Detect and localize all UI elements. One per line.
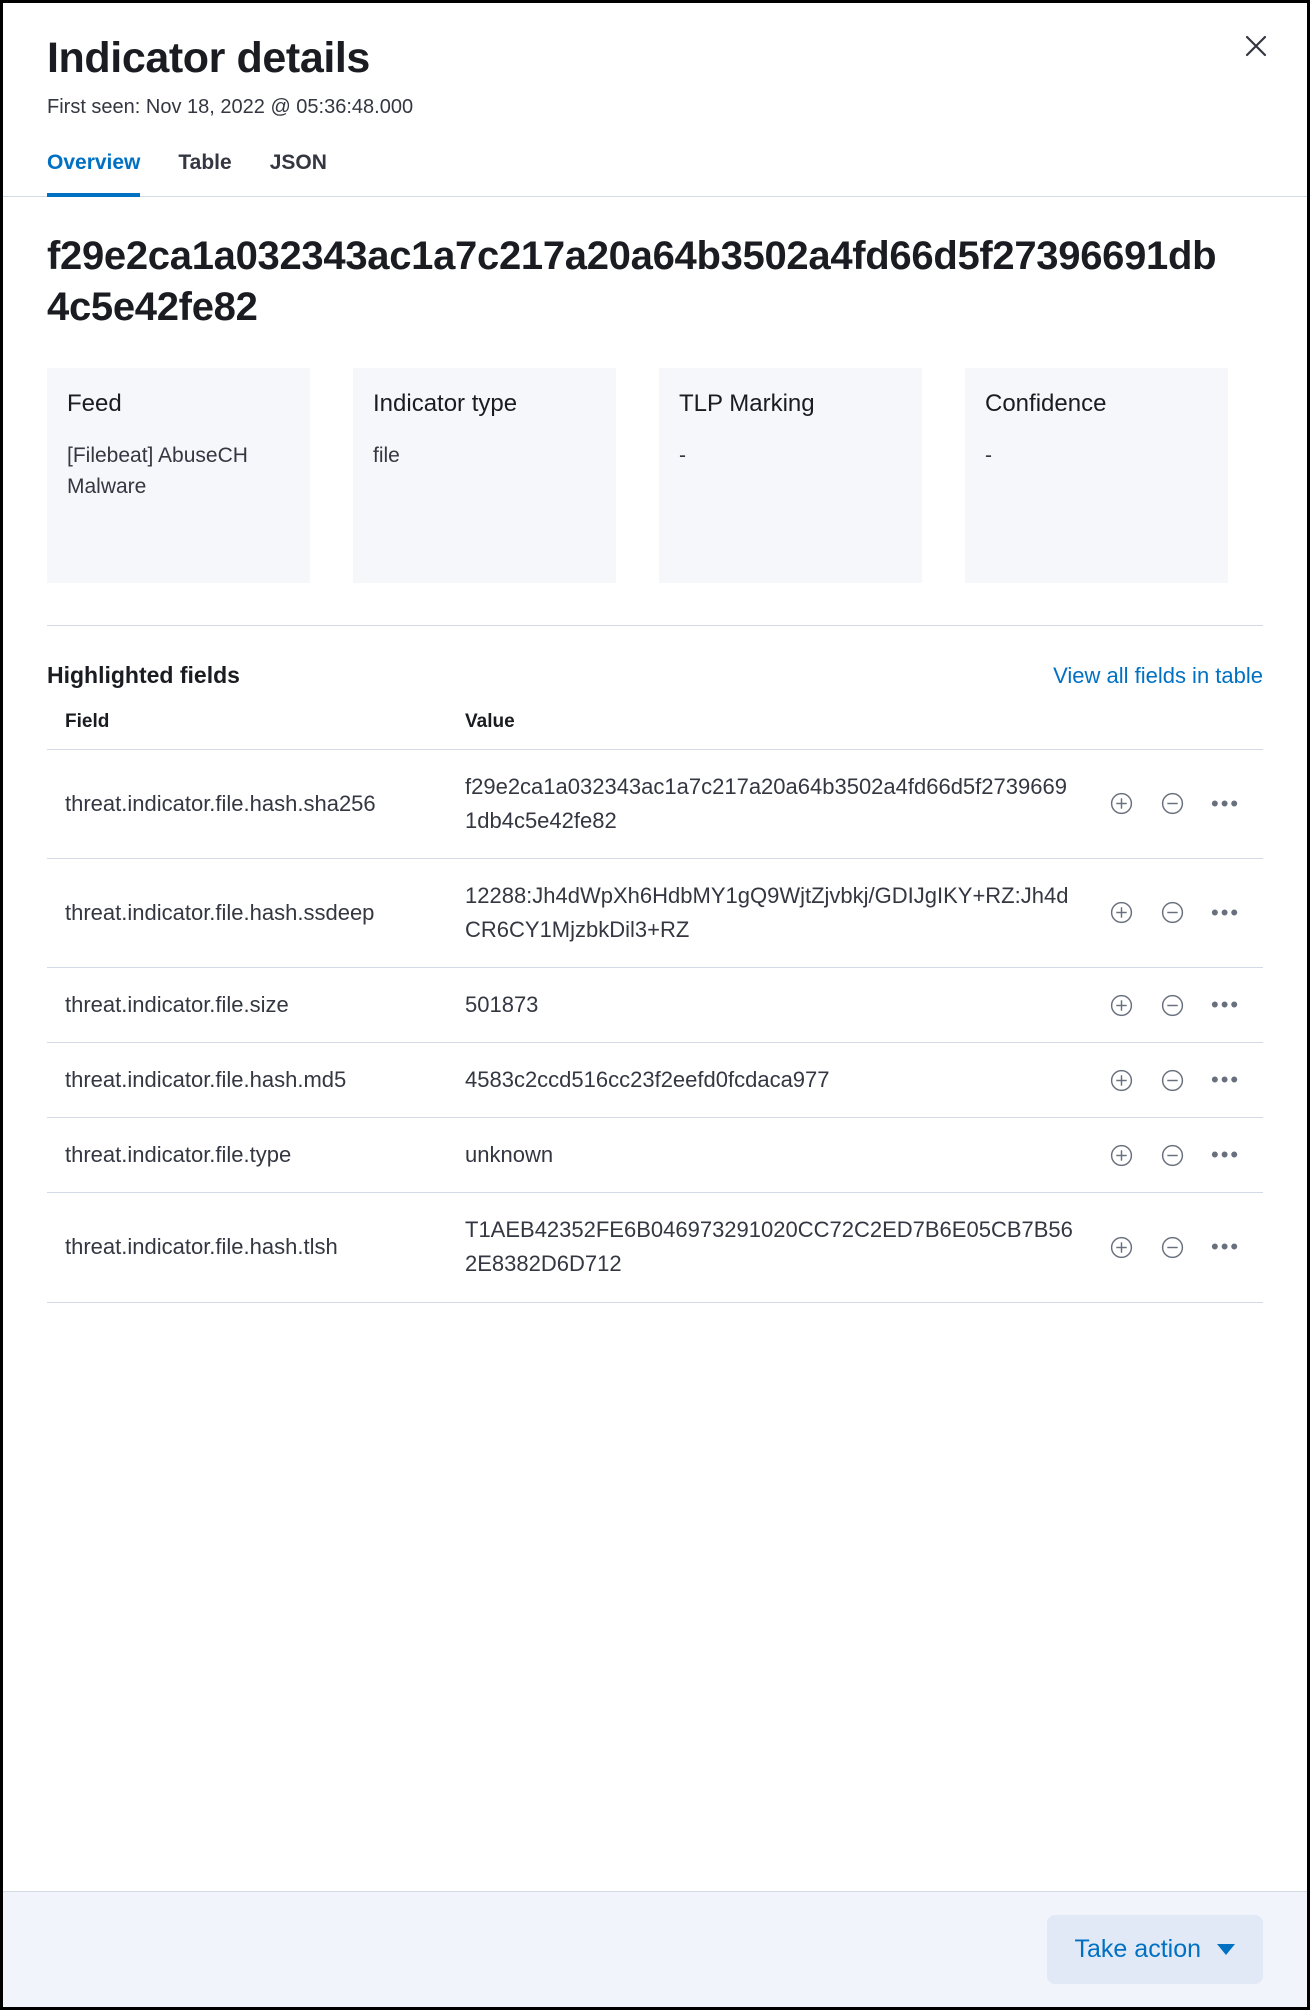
stat-value: file bbox=[373, 443, 400, 467]
tab-json[interactable]: JSON bbox=[270, 145, 327, 197]
filter-out-value-icon[interactable] bbox=[1160, 1235, 1185, 1260]
column-header-field: Field bbox=[47, 711, 447, 750]
table-row bbox=[47, 1043, 1263, 1118]
tab-overview[interactable]: Overview bbox=[47, 145, 140, 197]
stat-value: - bbox=[679, 443, 686, 467]
field-name: threat.indicator.file.hash.sha256 bbox=[47, 749, 447, 858]
filter-out-value-icon[interactable] bbox=[1160, 791, 1185, 816]
table-header-row bbox=[47, 711, 1263, 750]
close-icon[interactable] bbox=[1235, 25, 1277, 67]
field-value: 12288:Jh4dWpXh6HdbMY1gQ9WjtZjvbkj/GDIJgIKY+RZ:Jh4dCR6CY1MjzbkDil3+RZ bbox=[447, 858, 1073, 967]
chevron-down-icon bbox=[1217, 1944, 1235, 1955]
table-row bbox=[47, 968, 1263, 1043]
highlighted-fields-table bbox=[47, 711, 1263, 1303]
more-actions-icon[interactable]: ••• bbox=[1211, 1067, 1241, 1093]
column-header-actions bbox=[1073, 711, 1263, 750]
filter-out-value-icon[interactable] bbox=[1160, 1068, 1185, 1093]
row-actions bbox=[1073, 1043, 1263, 1118]
row-actions bbox=[1073, 858, 1263, 967]
filter-for-value-icon[interactable] bbox=[1109, 791, 1134, 816]
stat-value: [Filebeat] AbuseCH Malware bbox=[67, 443, 248, 499]
field-name: threat.indicator.file.hash.tlsh bbox=[47, 1193, 447, 1302]
filter-out-value-icon[interactable] bbox=[1160, 1143, 1185, 1168]
field-value: T1AEB42352FE6B046973291020CC72C2ED7B6E05CB7B562E8382D6D712 bbox=[447, 1193, 1073, 1302]
table-row bbox=[47, 858, 1263, 967]
view-all-fields-link[interactable]: View all fields in table bbox=[1053, 662, 1263, 688]
column-header-value: Value bbox=[447, 711, 1073, 750]
filter-for-value-icon[interactable] bbox=[1109, 1235, 1134, 1260]
stat-card-indicator-type bbox=[353, 368, 616, 583]
stat-value: - bbox=[985, 443, 992, 467]
stat-label: Indicator type bbox=[373, 389, 518, 417]
stat-label: Confidence bbox=[985, 389, 1107, 417]
filter-for-value-icon[interactable] bbox=[1109, 1068, 1134, 1093]
field-value: 4583c2ccd516cc23f2eefd0fcdaca977 bbox=[447, 1043, 1073, 1118]
stat-label: TLP Marking bbox=[679, 389, 815, 417]
more-actions-icon[interactable]: ••• bbox=[1211, 790, 1241, 816]
stat-label: Feed bbox=[67, 389, 122, 417]
page-title: Indicator details bbox=[47, 34, 370, 82]
row-actions bbox=[1073, 1193, 1263, 1302]
highlighted-fields-header bbox=[47, 626, 1263, 711]
highlighted-fields-title: Highlighted fields bbox=[47, 661, 240, 688]
field-name: threat.indicator.file.type bbox=[47, 1118, 447, 1193]
table-row bbox=[47, 749, 1263, 858]
row-actions bbox=[1073, 749, 1263, 858]
take-action-label: Take action bbox=[1074, 1935, 1201, 1963]
field-value: 501873 bbox=[447, 968, 1073, 1043]
table-row bbox=[47, 1118, 1263, 1193]
row-actions bbox=[1073, 968, 1263, 1043]
take-action-button[interactable] bbox=[1047, 1915, 1263, 1984]
more-actions-icon[interactable]: ••• bbox=[1211, 1234, 1241, 1260]
filter-out-value-icon[interactable] bbox=[1160, 900, 1185, 925]
flyout-footer bbox=[3, 1891, 1307, 2007]
more-actions-icon[interactable]: ••• bbox=[1211, 992, 1241, 1018]
more-actions-icon[interactable]: ••• bbox=[1211, 899, 1241, 925]
field-name: threat.indicator.file.hash.md5 bbox=[47, 1043, 447, 1118]
first-seen-text: First seen: Nov 18, 2022 @ 05:36:48.000 bbox=[47, 96, 414, 119]
summary-cards bbox=[47, 368, 1263, 583]
filter-out-value-icon[interactable] bbox=[1160, 993, 1185, 1018]
field-value: f29e2ca1a032343ac1a7c217a20a64b3502a4fd66d5f27396691db4c5e42fe82 bbox=[447, 749, 1073, 858]
filter-for-value-icon[interactable] bbox=[1109, 900, 1134, 925]
filter-for-value-icon[interactable] bbox=[1109, 993, 1134, 1018]
tab-table[interactable]: Table bbox=[178, 145, 231, 197]
stat-card-feed bbox=[47, 368, 310, 583]
flyout-header bbox=[3, 3, 1307, 145]
table-row bbox=[47, 1193, 1263, 1302]
row-actions bbox=[1073, 1118, 1263, 1193]
stat-card-tlp-marking bbox=[659, 368, 922, 583]
field-name: threat.indicator.file.size bbox=[47, 968, 447, 1043]
field-value: unknown bbox=[447, 1118, 1073, 1193]
flyout-body bbox=[3, 197, 1307, 1891]
more-actions-icon[interactable]: ••• bbox=[1211, 1142, 1241, 1168]
filter-for-value-icon[interactable] bbox=[1109, 1143, 1134, 1168]
field-name: threat.indicator.file.hash.ssdeep bbox=[47, 858, 447, 967]
tab-bar bbox=[3, 145, 1307, 197]
indicator-hash-heading: f29e2ca1a032343ac1a7c217a20a64b3502a4fd66d5f27396691db4c5e42fe82 bbox=[47, 234, 1217, 330]
stat-card-confidence bbox=[965, 368, 1228, 583]
